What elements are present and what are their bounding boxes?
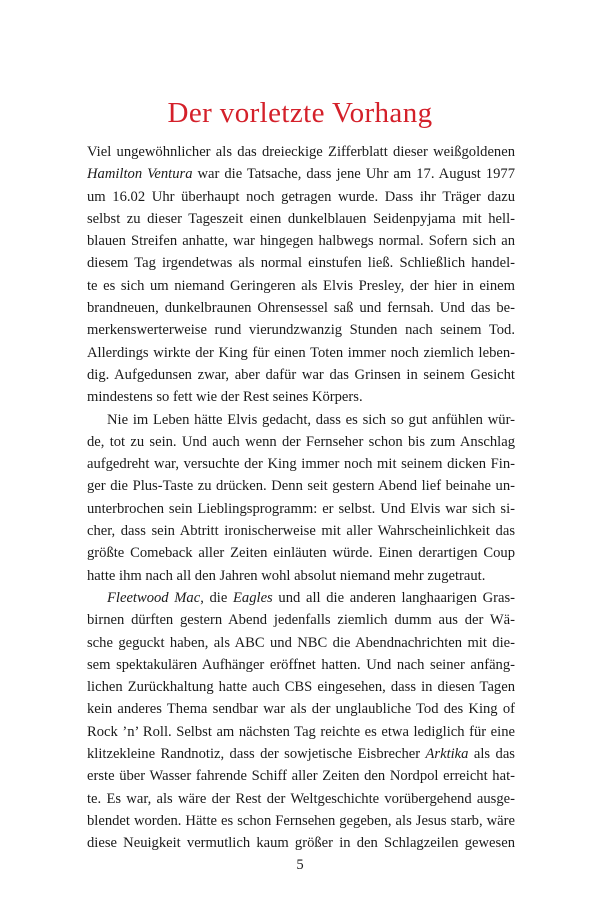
text-line [87,654,515,676]
text-segment: blauen Streifen anhatte, war hingegen halbwegs normal. Sofern sich an [87,233,515,250]
text-segment: te es sich um niemand Geringeren als Elvis Presley, der hier in einem [87,277,515,294]
text-line [87,141,515,163]
text-segment: größte Comeback aller Zeiten einläuten würde. Einen derartigen Coup [87,545,515,562]
text-line [87,342,515,364]
text-segment: um 16.02 Uhr überhaupt noch getragen wurde. Dass ihr Träger dazu [87,188,515,205]
text-segment: hatte ihm nach all den Jahren wohl absolut niemand mehr zugetraut. [87,567,486,584]
text-line [87,230,515,252]
text-line [87,788,515,810]
text-segment: cher, dass sein Abtritt ironischerweise mit aller Wahrscheinlichkeit das [87,523,515,540]
text-line [87,275,515,297]
text-line [87,698,515,720]
text-segment: kein anderes Thema sendbar war als der unglaubliche Tod des King of [87,701,515,718]
italic-text: Hamilton Ventura [87,166,193,183]
text-segment: klitzekleine Randnotiz, dass der sowjetische Eisbrecher [87,746,426,763]
text-segment: aufgedreht war, versuchte der King immer noch mit seinem dicken Fin- [87,456,515,473]
text-segment: dig. Aufgedunsen zwar, aber dafür war das Grinsen in seinem Gesicht [87,366,515,383]
text-line [87,453,515,475]
text-segment: Rock ’n’ Roll. Selbst am nächsten Tag reichte es etwa lediglich für eine [87,723,515,740]
text-line [87,297,515,319]
text-segment: birnen dürften gestern Abend jedenfalls ziemlich dumm aus der Wä- [87,612,515,629]
text-line [87,498,515,520]
text-segment: te. Es war, als wäre der Rest der Weltgeschichte vorübergehend ausge- [87,790,515,807]
text-line [87,252,515,274]
text-segment: brandneuen, dunkelbraunen Ohrensessel saß und fernsah. Und das be- [87,300,515,317]
text-segment: Allerdings wirkte der King für einen Toten immer noch ziemlich leben- [87,344,515,361]
text-segment: Nie im Leben hätte Elvis gedacht, dass es sich so gut anfühlen wür- [107,411,515,428]
text-line [87,208,515,230]
text-segment: diese Neuigkeit vermutlich kaum größer in den Schlagzeilen gewesen [87,835,515,852]
text-line [87,743,515,765]
text-segment: , die [200,589,234,606]
text-segment: sche geguckt haben, als ABC und NBC die Abendnachrichten mit die- [87,634,515,651]
text-line [87,632,515,654]
text-line [87,409,515,431]
text-line [87,364,515,386]
italic-text: Arktika [425,746,469,763]
text-segment: war die Tatsache, dass jene Uhr am 17. August 1977 [192,166,515,183]
text-segment: merkenswerterweise rund vierundzwanzig Stunden nach seinem Tod. [87,322,515,339]
text-line [87,386,515,408]
text-line [87,765,515,787]
text-segment: und all die anderen langhaarigen Gras- [272,589,515,606]
text-line [87,520,515,542]
italic-text: Fleetwood Mac [107,589,201,606]
body-text [87,141,515,855]
text-line [87,186,515,208]
text-segment: als das [468,746,515,763]
text-segment: de, tot zu sein. Und auch wenn der Fernseher schon bis zum Anschlag [87,433,515,450]
text-line [87,832,515,854]
text-segment: blendet worden. Hätte es schon Fernsehen gegeben, als Jesus starb, wäre [87,812,515,829]
text-line [87,565,515,587]
text-segment: lichen Zurückhaltung hatte auch CBS eingesehen, dass in diesen Tagen [87,679,515,696]
text-line [87,721,515,743]
text-segment: ger die Plus-Taste zu drücken. Denn seit gestern Abend lief beinahe un- [87,478,515,495]
text-segment: unterbrochen sein Lieblingsprogramm: er selbst. Und Elvis war sich si- [87,500,515,517]
chapter-title: Der vorletzte Vorhang [167,97,433,129]
text-segment: diesem Tag irgendetwas als normal einstufen ließ. Schließlich handel- [87,255,515,272]
text-line [87,542,515,564]
text-segment: erste über Wasser fahrende Schiff aller Zeiten den Nordpol erreicht hat- [87,768,515,785]
text-line [87,163,515,185]
text-segment: selbst zu dieser Tageszeit einen dunkelblauen Seidenpyjama mit hell- [87,210,515,227]
text-line [87,676,515,698]
italic-text: Eagles [233,589,273,606]
text-line [87,609,515,631]
text-line [87,319,515,341]
text-segment: mindestens so fett wie der Rest seines Körpers. [87,389,363,406]
text-segment: sem spektakulären Aufhänger eröffnet hatten. Und nach seiner anfäng- [87,656,515,673]
text-line [87,475,515,497]
text-line [87,431,515,453]
page-number: 5 [296,857,304,873]
text-segment: Viel ungewöhnlicher als das dreieckige Zifferblatt dieser weißgoldenen [87,144,515,160]
text-line [87,810,515,832]
text-line [87,587,515,609]
